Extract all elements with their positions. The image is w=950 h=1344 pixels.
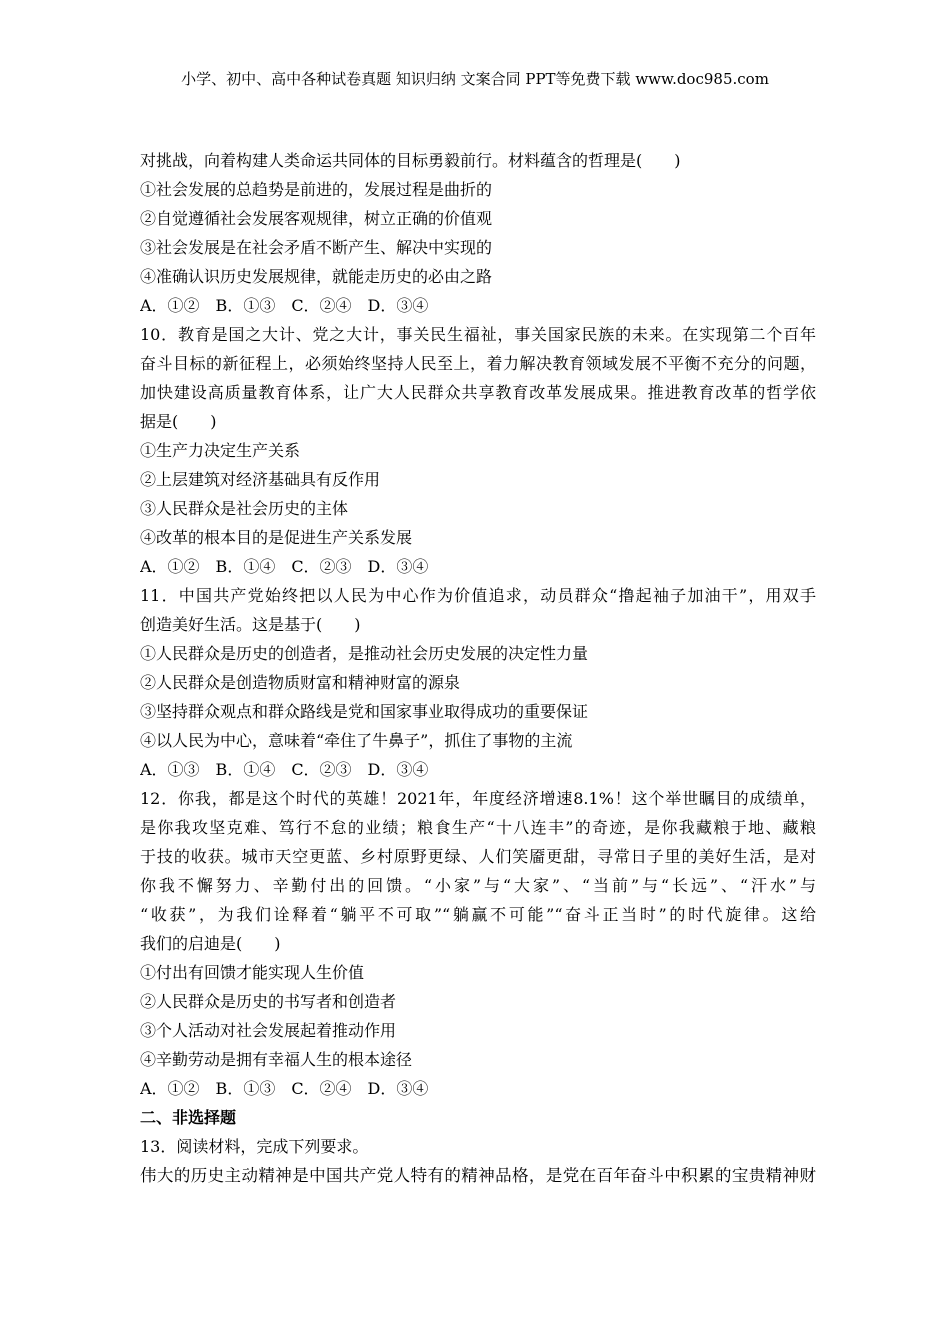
question-12-item-1: ①付出有回馈才能实现人生价值 (140, 963, 365, 982)
question-12-stem-line-3: 于技的收获。城市天空更蓝、乡村原野更绿、人们笑靥更甜，寻常日子里的美好生活，是对 (140, 847, 816, 866)
question-10-stem-line-3: 加快建设高质量教育体系，让广大人民群众共享教育改革发展成果。推进教育改革的哲学依 (140, 383, 816, 402)
question-9-item-4: ④准确认识历史发展规律，就能走历史的必由之路 (140, 267, 493, 286)
question-12 (140, 784, 816, 1103)
question-12-stem-line-4: 你我不懈努力、辛勤付出的回馈。“小家”与“大家”、“当前”与“长远”、“汗水”与 (140, 876, 816, 895)
question-13-prompt: 13．阅读材料，完成下列要求。 (140, 1137, 369, 1156)
question-11-item-1: ①人民群众是历史的创造者，是推动社会历史发展的决定性力量 (140, 644, 589, 663)
question-12-item-3: ③个人活动对社会发展起着推动作用 (140, 1021, 397, 1040)
question-10-stem-line-4: 据是( ) (140, 412, 217, 431)
question-12-stem-line-6: 我们的启迪是( ) (140, 934, 281, 953)
question-9 (140, 146, 816, 320)
question-11 (140, 581, 816, 784)
question-10-item-3: ③人民群众是社会历史的主体 (140, 499, 349, 518)
question-10-item-2: ②上层建筑对经济基础具有反作用 (140, 470, 381, 489)
section-heading: 二、非选择题 (140, 1108, 237, 1127)
question-9-item-1: ①社会发展的总趋势是前进的，发展过程是曲折的 (140, 180, 493, 199)
question-11-item-3: ③坚持群众观点和群众路线是党和国家事业取得成功的重要保证 (140, 702, 589, 721)
question-9-item-2: ②自觉遵循社会发展客观规律，树立正确的价值观 (140, 209, 493, 228)
question-12-stem-line-5: “收获”，为我们诠释着“躺平不可取”“躺赢不可能”“奋斗正当时”的时代旋律。这给 (140, 905, 816, 924)
document-body (140, 146, 816, 1190)
question-9-item-3: ③社会发展是在社会矛盾不断产生、解决中实现的 (140, 238, 493, 257)
question-11-item-2: ②人民群众是创造物质财富和精神财富的源泉 (140, 673, 461, 692)
question-10-options: A．①② B．①④ C．②③ D．③④ (140, 557, 429, 576)
question-12-options: A．①② B．①③ C．②④ D．③④ (140, 1079, 429, 1098)
question-12-stem-line-2: 是你我攻坚克难、笃行不怠的业绩；粮食生产“十八连丰”的奇迹，是你我藏粮于地、藏粮 (140, 818, 816, 837)
question-13 (140, 1132, 816, 1190)
question-9-stem-tail: 对挑战，向着构建人类命运共同体的目标勇毅前行。材料蕴含的哲理是( ) (140, 151, 681, 170)
question-12-stem-line-1: 12．你我，都是这个时代的英雄！2021年，年度经济增速8.1%！这个举世瞩目的成绩单， (140, 789, 816, 808)
page-header: 小学、初中、高中各种试卷真题 知识归纳 文案合同 PPT等免费下载 www.doc985.com (181, 70, 769, 88)
question-11-item-4: ④以人民为中心，意味着“牵住了牛鼻子”，抓住了事物的主流 (140, 731, 573, 750)
question-10-stem-line-2: 奋斗目标的新征程上，必须始终坚持人民至上，着力解决教育领域发展不平衡不充分的问题， (140, 354, 816, 373)
question-10-item-4: ④改革的根本目的是促进生产关系发展 (140, 528, 413, 547)
question-11-options: A．①③ B．①④ C．②③ D．③④ (140, 760, 429, 779)
question-12-item-4: ④辛勤劳动是拥有幸福人生的根本途径 (140, 1050, 413, 1069)
question-9-options: A．①② B．①③ C．②④ D．③④ (140, 296, 429, 315)
question-10 (140, 320, 816, 581)
question-13-material: 伟大的历史主动精神是中国共产党人特有的精神品格，是党在百年奋斗中积累的宝贵精神财 (140, 1166, 816, 1185)
question-10-stem-line-1: 10．教育是国之大计、党之大计，事关民生福祉，事关国家民族的未来。在实现第二个百年 (140, 325, 816, 344)
question-11-stem-line-1: 11．中国共产党始终把以人民为中心作为价值追求，动员群众“撸起袖子加油干”，用双手 (140, 586, 816, 605)
question-10-item-1: ①生产力决定生产关系 (140, 441, 301, 460)
question-11-stem-line-2: 创造美好生活。这是基于( ) (140, 615, 361, 634)
question-12-item-2: ②人民群众是历史的书写者和创造者 (140, 992, 397, 1011)
